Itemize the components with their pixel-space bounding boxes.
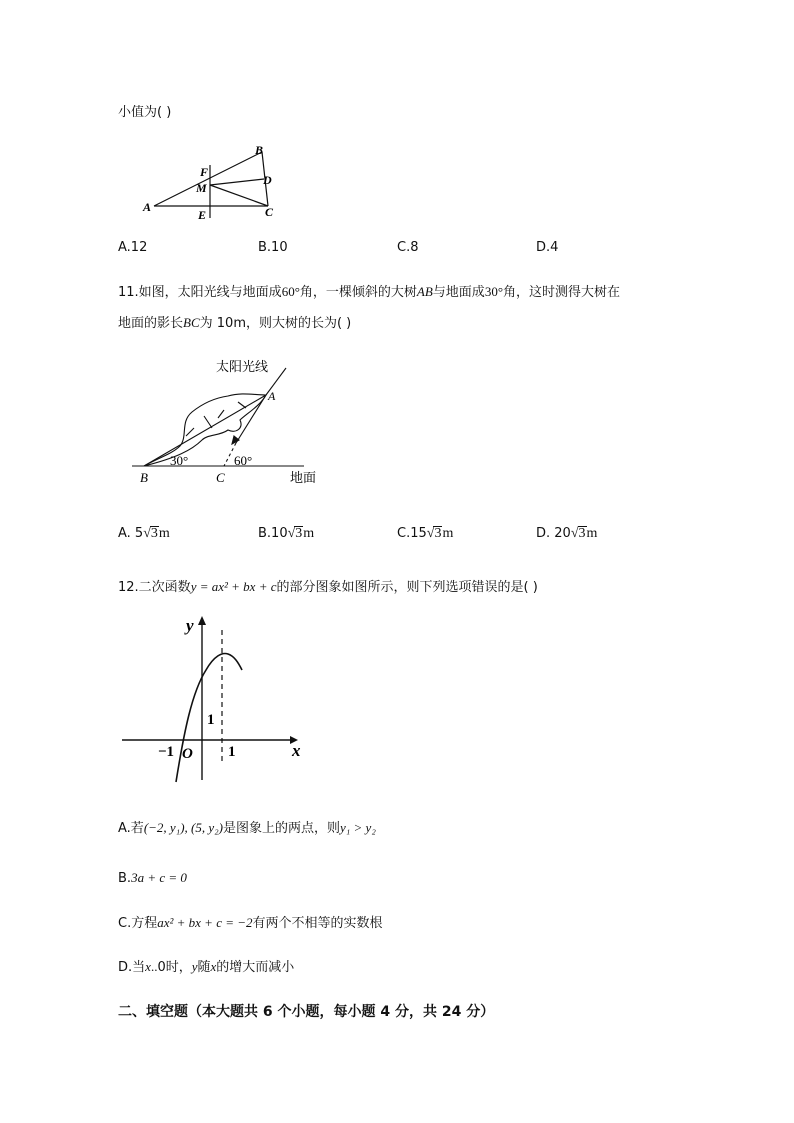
q11-option-b: B.10√3m <box>258 526 315 541</box>
q12-option-d: D.当x..0时，y随x的增大而减小 <box>118 959 295 975</box>
q11-option-c: C.15√3m <box>397 526 454 541</box>
q12-y-axis-label: y <box>186 616 194 635</box>
q11-tree-figure <box>128 358 328 488</box>
q10-label-m: M <box>196 181 207 195</box>
q11-option-d: D. 20√3m <box>536 526 598 541</box>
q11-angle-30: 30° <box>170 453 189 468</box>
q12-y-tick-1: 1 <box>207 712 215 728</box>
q10-label-f: F <box>200 165 209 179</box>
q11-stem-line2: 地面的影长BC为 10m，则大树的长为( ) <box>118 315 352 331</box>
q12-x-axis-label: x <box>292 741 301 760</box>
q10-label-a: A <box>143 200 152 214</box>
q10-option-c: C.8 <box>397 240 419 255</box>
q12-option-b: B.3a + c = 0 <box>118 870 187 886</box>
q11-label-b: B <box>140 470 148 485</box>
q12-parabola-graph <box>118 612 318 787</box>
q11-label-c: C <box>216 470 225 485</box>
q10-option-d: D.4 <box>536 240 559 255</box>
q10-triangle-figure <box>140 143 280 223</box>
q10-label-b: B <box>255 143 264 157</box>
q12-stem: 12.二次函数y = ax² + bx + c的部分图象如图所示，则下列选项错误的是( ) <box>118 579 538 595</box>
q10-option-a: A.12 <box>118 240 148 255</box>
q10-option-b: B.10 <box>258 240 288 255</box>
q12-origin-label: O <box>182 746 193 762</box>
q12-x-tick-1: 1 <box>228 744 236 760</box>
q11-stem-line1: 11.如图，太阳光线与地面成60°角，一棵倾斜的大树AB与地面成30°角，这时测得大树在 <box>118 284 621 300</box>
q10-stem-tail: 小值为( ) <box>118 105 172 120</box>
q12-option-c: C.方程ax² + bx + c = −2有两个不相等的实数根 <box>118 915 383 931</box>
q11-label-a: A <box>268 389 276 403</box>
q12-x-tick-neg1: −1 <box>158 744 175 760</box>
q11-ground-label: 地面 <box>290 471 317 486</box>
section-2-heading: 二、填空题（本大题共 6 个小题，每小题 4 分，共 24 分） <box>118 1004 495 1020</box>
q12-option-a: A.若(−2, y₁), (5, y₂)是图象上的两点，则y₁ > y₂ <box>118 820 376 836</box>
q10-label-c: C <box>265 205 274 219</box>
q10-label-d: D <box>263 173 272 187</box>
q11-sun-ray-label: 太阳光线 <box>216 360 269 375</box>
q11-angle-60: 60° <box>234 453 253 468</box>
q11-option-a: A. 5√3m <box>118 526 170 541</box>
q10-label-e: E <box>198 208 207 222</box>
